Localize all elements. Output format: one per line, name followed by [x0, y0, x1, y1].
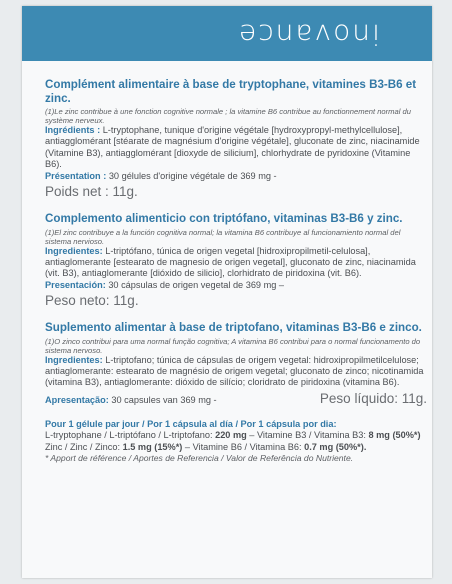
dose-b3-label: – Vitamine B3 / Vitamina B3:: [246, 430, 369, 441]
es-pres-text: 30 cápsulas de origen vegetal de 369 mg –: [105, 279, 285, 290]
brand-logo: inovance: [237, 18, 380, 51]
dosage-heading: Pour 1 gélule par jour / Por 1 cápsula al día / Por 1 cápsula por dia:: [45, 418, 337, 429]
fr-pres-label: Présentation :: [45, 170, 107, 181]
dose-b6-label: – Vitamine B6 / Vitamina B6:: [182, 441, 305, 452]
fr-weight: Poids net : 11g.: [45, 184, 138, 200]
fr-pres-text: 30 gélules d'origine végétale de 369 mg -: [106, 170, 277, 181]
dose-tryptophane-label: L-tryptophane / L-triptófano / L-triptofano:: [45, 430, 216, 441]
es-presentation: [45, 280, 427, 291]
section-spanish: [45, 212, 427, 309]
fr-ing-label: Ingrédients :: [45, 125, 101, 135]
dosage-reference-note: * Apport de référence / Aportes de Referencia / Valor de Referência do Nutriente.: [45, 453, 354, 464]
dosage-text: [45, 430, 427, 453]
brand-band: [22, 6, 432, 61]
dosage-section: [45, 419, 427, 463]
pt-ingredients: [45, 355, 427, 389]
es-title: Complemento alimenticio con triptófano, vitaminas B3-B6 y zinc.: [45, 212, 403, 226]
es-ing-label: Ingredientes:: [45, 245, 103, 256]
pt-pres-label: Apresentação:: [45, 394, 109, 405]
fr-ingredients: [45, 125, 427, 171]
section-french: [45, 78, 427, 200]
pt-note: (1)O zinco contribui para uma normal função cognitiva; A vitamina B6 contribui para o normal funcionamento do sistema nervoso.: [45, 336, 421, 355]
dose-zinc-value: 1.5 mg (15%*): [122, 441, 183, 452]
pt-pres-text: 30 capsules van 369 mg -: [108, 394, 217, 405]
dose-zinc-label: Zinc / Zinc / Zinco:: [45, 441, 123, 452]
es-weight: Peso neto: 11g.: [45, 293, 139, 309]
product-box-back: [22, 6, 432, 578]
pt-ing-label: Ingredientes:: [45, 354, 103, 365]
pt-presentation: [45, 389, 427, 407]
es-note: (1)El zinc contribuye a la función cognitiva normal; la vitamina B6 contribuye al funcionamiento normal del sistema nervioso.: [45, 227, 401, 246]
es-pres-label: Presentación:: [45, 279, 106, 290]
dose-tryptophane-value: 220 mg: [215, 430, 247, 441]
pt-title: Suplemento alimentar à base de triptofano, vitaminas B3-B6 e zinco.: [45, 321, 422, 335]
pt-ing-text: L-triptofano; túnica de cápsulas de origem vegetal: hidroxipropilmetilcelulose; antiaglomerante: estearato de magnésio de origem vegetal; gluconato de zinco; nicotinamida (vitamina B3), antiaglomerante: dióxido de silício; cloridrato de piridoxina (vitamina B6).: [45, 354, 424, 388]
fr-ing-text: L-tryptophane, tunique d'origine végétale [hydroxypropyl-methylcellulose], antiagglomérant [stéarate de magnésium d'origine végétale], gluconate de zinc, niacinamide (Vitamine B3), antiagglomérant [dioxyde de silicium], chlorhydrate de pyridoxine (Vitamine B6).: [45, 125, 420, 170]
pt-weight: Peso líquido: 11g.: [319, 390, 427, 406]
es-ing-text: L-triptófano, túnica de origen vegetal [hidroxipropilmetil-celulosa], antiaglomerante [estearato de magnesio de origen vegetal], gluconato de zinc, niacinamida (vit. B3), antiaglomerante [dióxido de silicio], clorhidrato de piridoxina (vit. B6).: [45, 245, 416, 279]
fr-title: Complément alimentaire à base de tryptophane, vitamines B3-B6 et zinc.: [45, 78, 417, 105]
dose-b3-value: 8 mg (50%*): [368, 430, 421, 441]
fr-presentation: [45, 171, 427, 182]
label-text: [45, 78, 427, 463]
dose-b6-value: 0.7 mg (50%*).: [304, 441, 367, 452]
es-ingredients: [45, 246, 427, 280]
section-portuguese: [45, 321, 427, 407]
fr-note: (1)Le zinc contribue à une fonction cognitive normale ; la vitamine B6 contribue au fonctionnement normal du système nerveux.: [45, 107, 411, 125]
